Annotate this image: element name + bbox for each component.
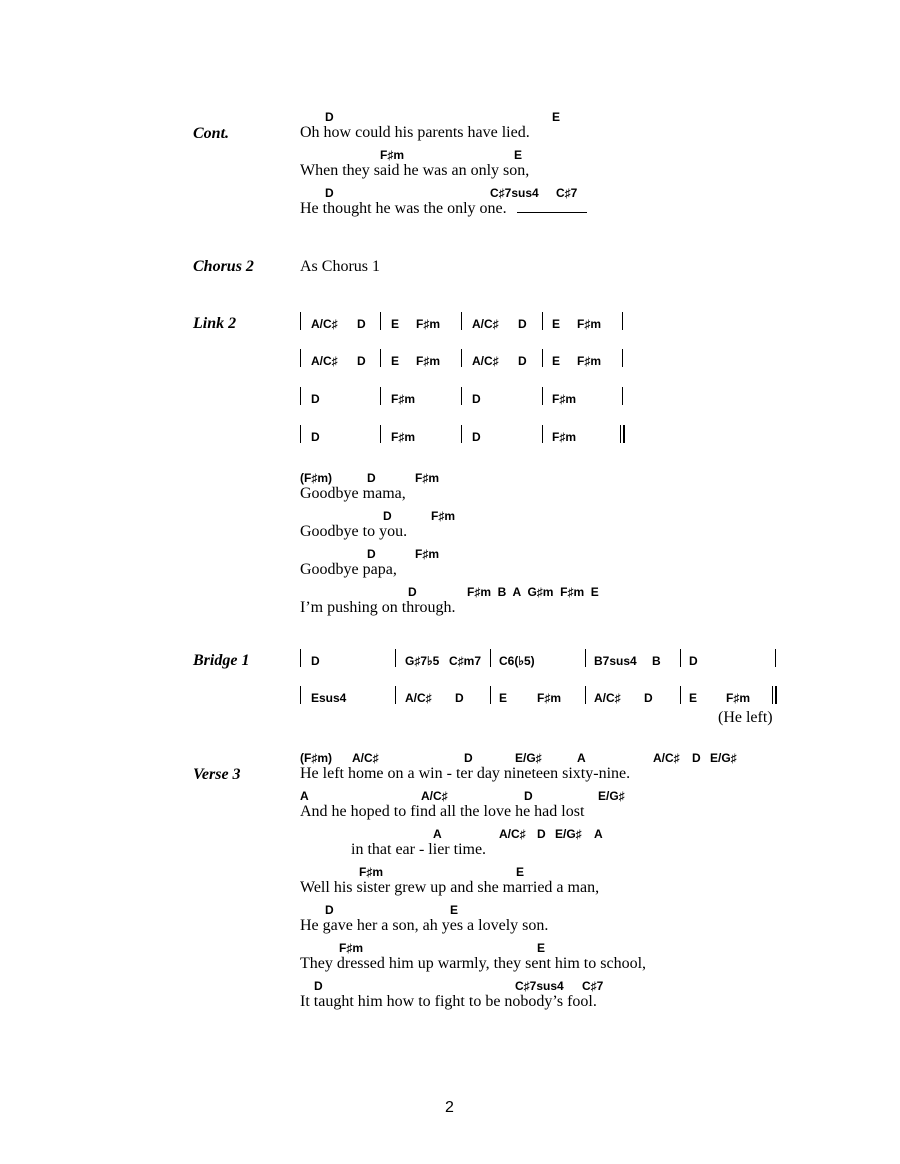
- bar-line: [300, 686, 301, 704]
- lyric-line: I’m pushing on through.: [300, 599, 456, 616]
- bar-line: [300, 649, 301, 667]
- chord: A: [594, 827, 603, 841]
- bar-line: [585, 686, 586, 704]
- lyric-line: He thought he was the only one.: [300, 200, 507, 217]
- lyric-line: It taught him how to fight to be nobody’s fool.: [300, 993, 597, 1010]
- chord: A/C♯: [594, 691, 621, 705]
- chord: F♯m: [431, 509, 455, 523]
- chord: E: [537, 941, 546, 955]
- bar-line: [622, 312, 623, 330]
- chord: F♯m: [552, 430, 576, 444]
- chord: E: [516, 865, 525, 879]
- bar-line: [772, 686, 773, 704]
- chord: E: [552, 317, 561, 331]
- chord: F♯m: [415, 547, 439, 561]
- chord: F♯m: [415, 471, 439, 485]
- chord: D: [692, 751, 701, 765]
- final-bar-line: [775, 686, 777, 704]
- chord: E: [514, 148, 523, 162]
- chord: D: [325, 110, 334, 124]
- chord: D: [689, 654, 698, 668]
- bar-line: [380, 349, 381, 367]
- chord: E: [552, 110, 561, 124]
- lyric-line: Well his sister grew up and she married a man,: [300, 879, 600, 896]
- chord: D: [325, 186, 334, 200]
- lyric-line: He gave her a son, ah yes a lovely son.: [300, 917, 549, 934]
- bar-line: [585, 649, 586, 667]
- chord: D: [367, 471, 376, 485]
- chord: A/C♯: [352, 751, 379, 765]
- bar-line: [775, 649, 776, 667]
- chord: B7sus4: [594, 654, 637, 668]
- bar-line: [542, 312, 543, 330]
- chord: D: [383, 509, 392, 523]
- bar-line: [542, 349, 543, 367]
- cue-note: (He left): [718, 709, 773, 726]
- chord: F♯m: [380, 148, 404, 162]
- chord: D: [311, 392, 320, 406]
- chord: E: [391, 354, 400, 368]
- page-number: 2: [445, 1099, 454, 1116]
- chord: E/G♯: [598, 789, 625, 803]
- section-label-chorus-2: Chorus 2: [193, 258, 254, 275]
- chord: D: [357, 317, 366, 331]
- lyric-line: Oh how could his parents have lied.: [300, 124, 530, 141]
- lyric-line: Goodbye to you.: [300, 523, 408, 540]
- chord: A: [433, 827, 442, 841]
- chord: F♯m: [339, 941, 363, 955]
- chord: F♯m: [552, 392, 576, 406]
- section-label-link-2: Link 2: [193, 315, 237, 332]
- chord: C♯7sus4: [490, 186, 539, 200]
- bar-line: [380, 425, 381, 443]
- bar-line: [300, 349, 301, 367]
- chord: B: [652, 654, 661, 668]
- chord: E/G♯: [710, 751, 737, 765]
- chord: F♯m: [577, 354, 601, 368]
- chord: A/C♯: [311, 354, 338, 368]
- bar-line: [622, 387, 623, 405]
- section-instruction: As Chorus 1: [300, 258, 381, 275]
- chord: F♯m: [726, 691, 750, 705]
- chord: A/C♯: [653, 751, 680, 765]
- extender-line: [517, 212, 587, 213]
- bar-line: [380, 312, 381, 330]
- chord: E: [552, 354, 561, 368]
- chord: E/G♯: [555, 827, 582, 841]
- lyric-line: When they said he was an only son,: [300, 162, 530, 179]
- chord: E: [450, 903, 459, 917]
- chord: D: [455, 691, 464, 705]
- bar-line: [490, 649, 491, 667]
- chord: D: [518, 354, 527, 368]
- chord: A/C♯: [472, 317, 499, 331]
- chord: E/G♯: [515, 751, 542, 765]
- section-label-cont: Cont.: [193, 125, 230, 142]
- bar-line: [680, 649, 681, 667]
- lyric-line: Goodbye papa,: [300, 561, 397, 578]
- chord: D: [518, 317, 527, 331]
- chord: D: [464, 751, 473, 765]
- section-label-verse-3: Verse 3: [193, 766, 241, 783]
- chord: A/C♯: [499, 827, 526, 841]
- lyric-line: They dressed him up warmly, they sent him to school,: [300, 955, 647, 972]
- bar-line: [395, 649, 396, 667]
- bar-line: [300, 425, 301, 443]
- chord: F♯m: [537, 691, 561, 705]
- chord: D: [314, 979, 323, 993]
- chord: A: [577, 751, 586, 765]
- chord: D: [367, 547, 376, 561]
- bar-line: [380, 387, 381, 405]
- bar-line: [461, 387, 462, 405]
- chord: D: [311, 430, 320, 444]
- chord: D: [325, 903, 334, 917]
- bar-line: [680, 686, 681, 704]
- lyric-line: He left home on a win - ter day nineteen sixty-nine.: [300, 765, 631, 782]
- bar-line: [542, 387, 543, 405]
- chord: E: [391, 317, 400, 331]
- bar-line: [622, 349, 623, 367]
- chord: F♯m B A G♯m F♯m E: [467, 585, 599, 599]
- chord: F♯m: [416, 317, 440, 331]
- chord: F♯m: [577, 317, 601, 331]
- chord: C6(♭5): [499, 654, 535, 668]
- chord: A/C♯: [405, 691, 432, 705]
- chord: E: [689, 691, 698, 705]
- chord: (F♯m): [300, 471, 332, 485]
- chord: A/C♯: [311, 317, 338, 331]
- chord: A/C♯: [472, 354, 499, 368]
- section-label-bridge-1: Bridge 1: [193, 652, 250, 669]
- bar-line: [461, 425, 462, 443]
- bar-line: [620, 425, 621, 443]
- bar-line: [542, 425, 543, 443]
- chord: C♯m7: [449, 654, 482, 668]
- chord: F♯m: [359, 865, 383, 879]
- bar-line: [490, 686, 491, 704]
- chord: D: [472, 430, 481, 444]
- chord: D: [408, 585, 417, 599]
- bar-line: [461, 312, 462, 330]
- chord: F♯m: [391, 430, 415, 444]
- final-bar-line: [623, 425, 625, 443]
- chord: Esus4: [311, 691, 347, 705]
- lyric-line: Goodbye mama,: [300, 485, 406, 502]
- bar-line: [395, 686, 396, 704]
- bar-line: [461, 349, 462, 367]
- chord: D: [644, 691, 653, 705]
- chord: (F♯m): [300, 751, 332, 765]
- chord: D: [524, 789, 533, 803]
- chord: F♯m: [391, 392, 415, 406]
- chord: D: [537, 827, 546, 841]
- lyric-line: in that ear - lier time.: [351, 841, 487, 858]
- chord: C♯7sus4: [515, 979, 564, 993]
- chord: A/C♯: [421, 789, 448, 803]
- chord: C♯7: [556, 186, 578, 200]
- chord: D: [472, 392, 481, 406]
- chord: C♯7: [582, 979, 604, 993]
- chord: E: [499, 691, 508, 705]
- chord: D: [311, 654, 320, 668]
- bar-line: [300, 387, 301, 405]
- chord: D: [357, 354, 366, 368]
- chord: F♯m: [416, 354, 440, 368]
- bar-line: [300, 312, 301, 330]
- lyric-line: And he hoped to find all the love he had lost: [300, 803, 585, 820]
- chord: G♯7♭5: [405, 654, 440, 668]
- chord: A: [300, 789, 309, 803]
